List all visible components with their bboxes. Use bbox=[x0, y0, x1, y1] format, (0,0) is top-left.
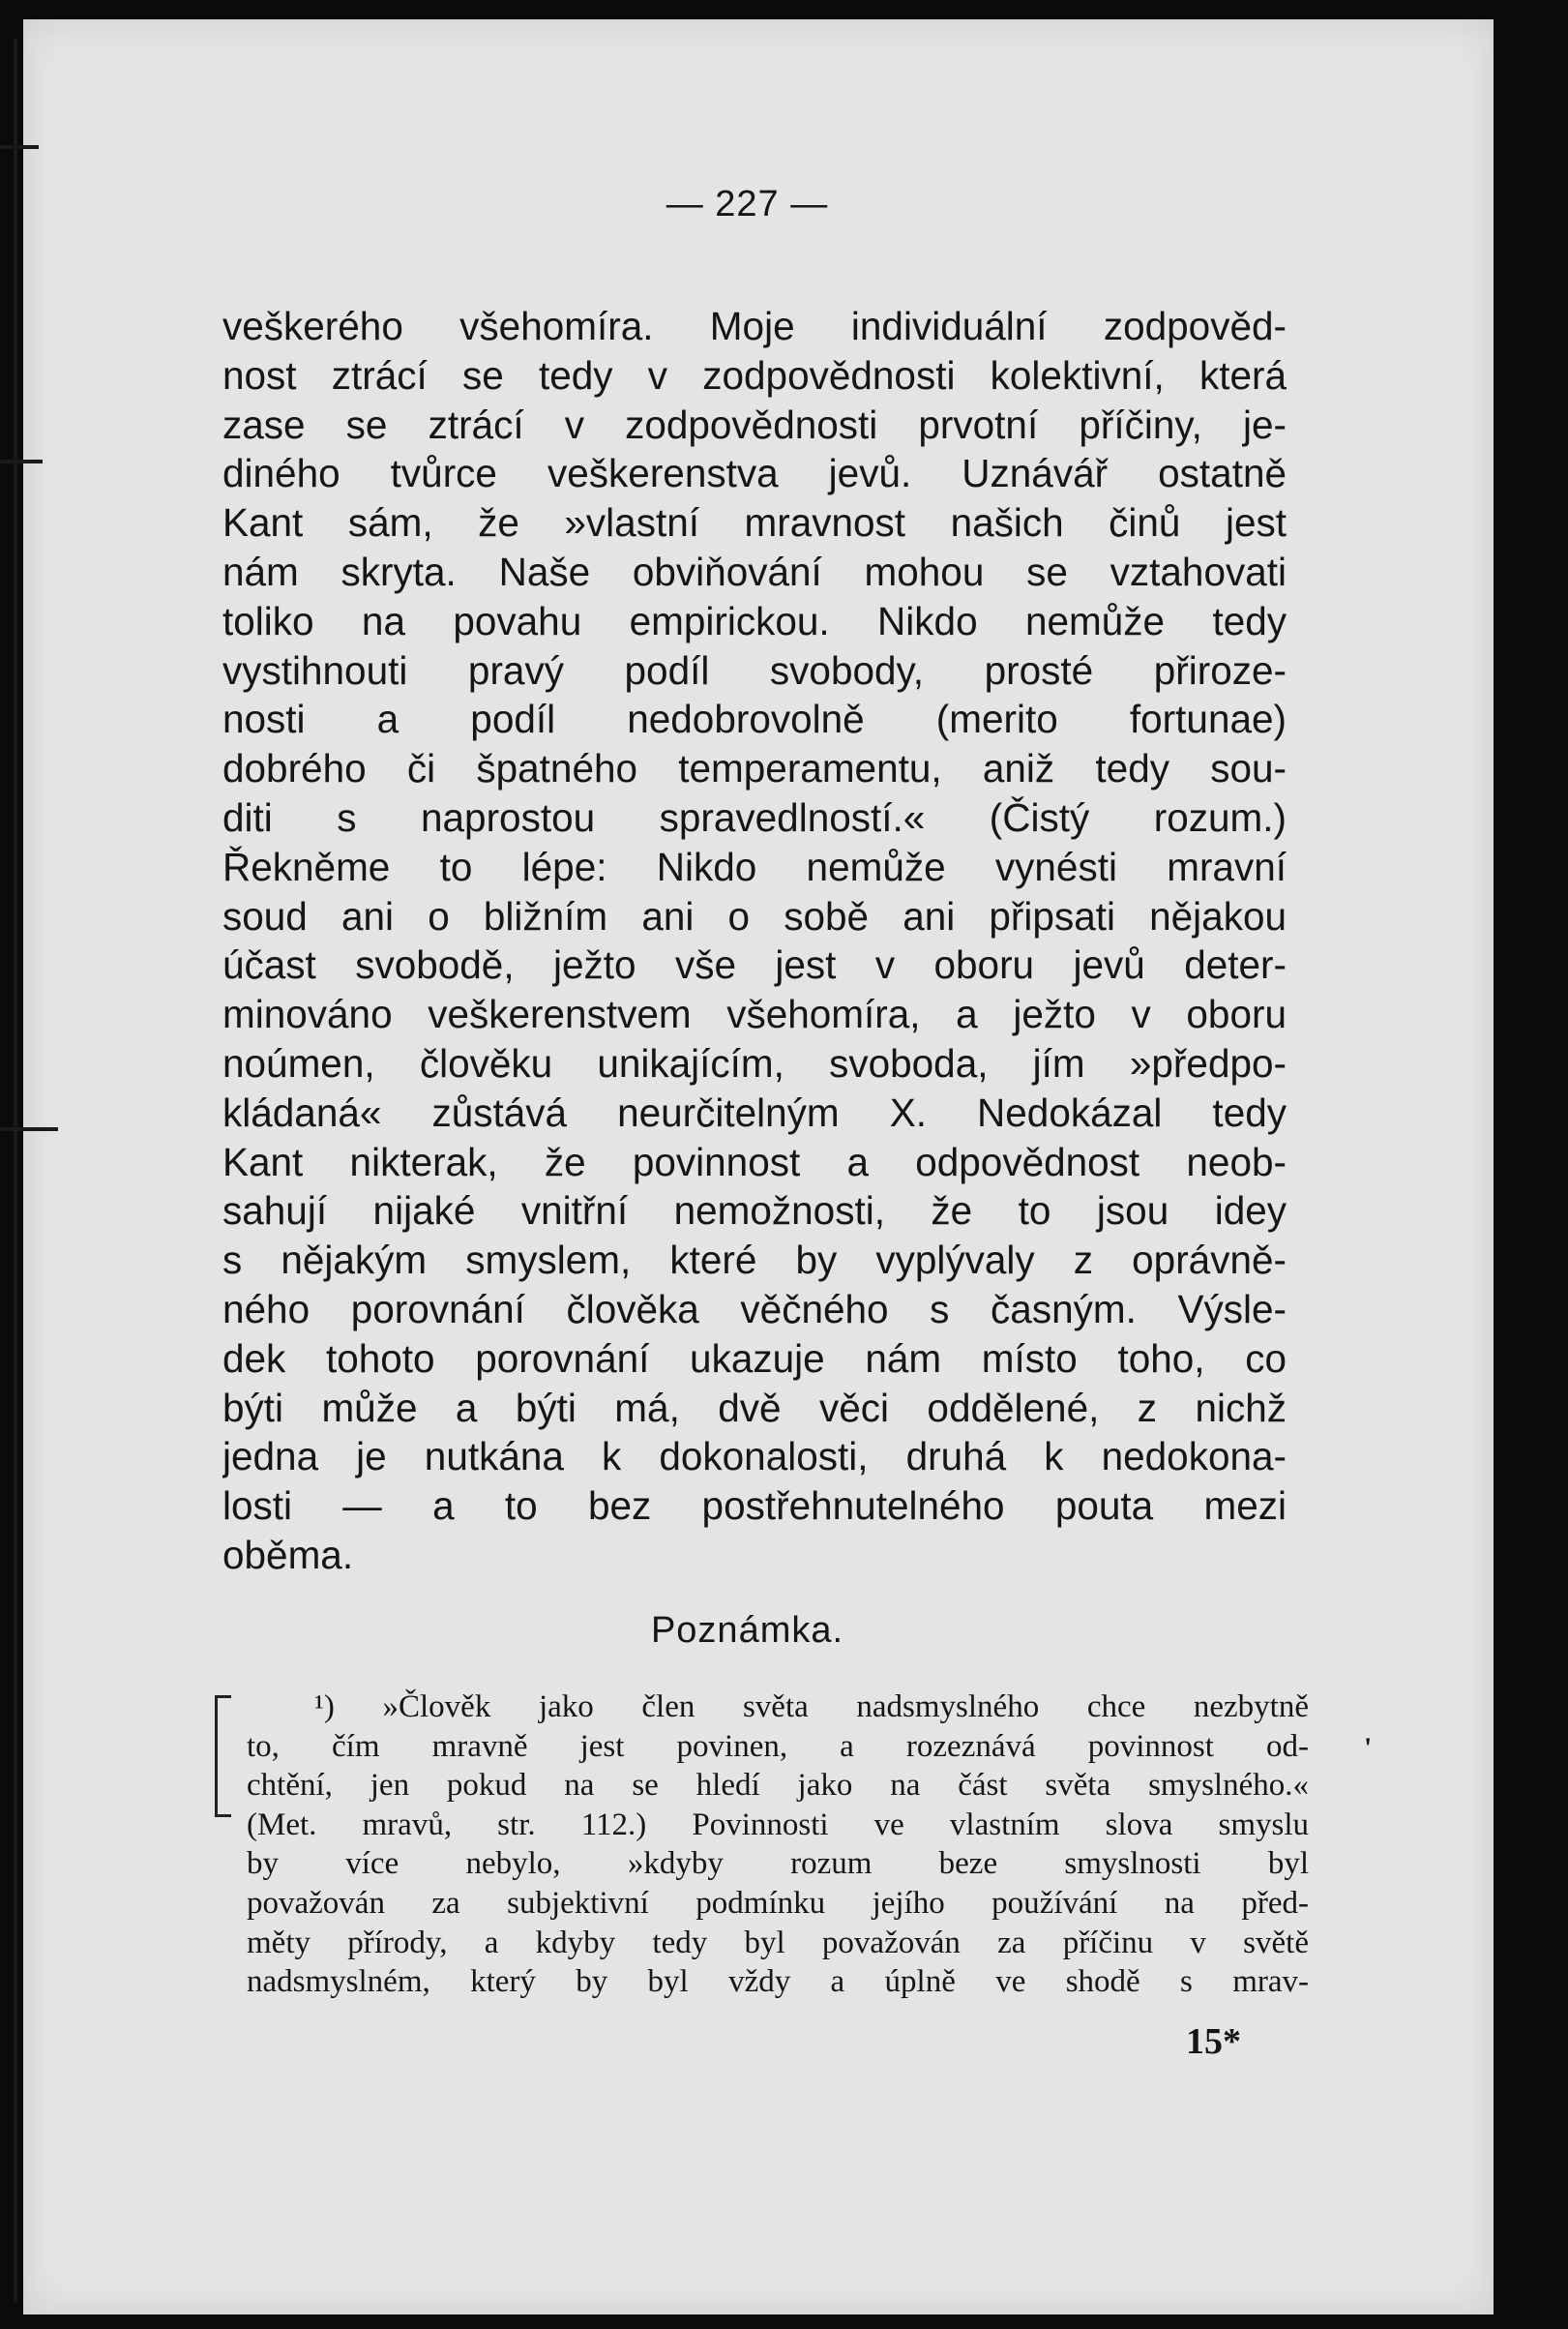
text-line: soud ani o bližním ani o sobě ani připsati nějakou bbox=[222, 893, 1287, 939]
text-line: jedna je nutkána k dokonalosti, druhá k nedokona- bbox=[222, 1434, 1287, 1479]
text-line: dobrého či špatného temperamentu, aniž tedy sou- bbox=[222, 746, 1287, 791]
footnote-line: považován za subjektivní podmínku jejího používání na před- bbox=[247, 1885, 1309, 1921]
text-line: sahují nijaké vnitřní nemožnosti, že to jsou idey bbox=[222, 1188, 1287, 1234]
footnote-line: by více nebylo, »kdyby rozum beze smyslnosti byl bbox=[247, 1846, 1309, 1882]
text-line: vystihnouti pravý podíl svobody, prosté přiroze- bbox=[222, 647, 1287, 693]
footnote-line: chtění, jen pokud na se hledí jako na část světa smyslného.« bbox=[247, 1768, 1309, 1804]
text-line: diti s naprostou spravedlností.« (Čistý rozum.) bbox=[222, 794, 1287, 840]
text-line: toliko na povahu empirickou. Nikdo nemůže tedy bbox=[222, 598, 1287, 643]
main-text bbox=[222, 302, 1287, 1580]
footnote bbox=[247, 1687, 1309, 2002]
signature-mark: 15* bbox=[1186, 2021, 1241, 2062]
text-line: Kant nikterak, že povinnost a odpovědnost neob- bbox=[222, 1139, 1287, 1184]
text-line: noúmen, člověku unikajícím, svoboda, jím »předpo- bbox=[222, 1040, 1287, 1086]
footnote-line: to, čím mravně jest povinen, a rozeznává povinnost od- bbox=[247, 1728, 1309, 1764]
footnote-line: nadsmyslném, který by byl vždy a úplně ve shodě s mrav- bbox=[247, 1964, 1309, 2000]
text-line: účast svobodě, ježto vše jest v oboru jevů deter- bbox=[222, 942, 1287, 988]
note-heading: Poznámka. bbox=[650, 1610, 844, 1651]
text-line: veškerého všehomíra. Moje individuální zodpověd- bbox=[222, 304, 1287, 348]
footnote-line: (Met. mravů, str. 112.) Povinnosti ve vlastním slova smyslu bbox=[247, 1806, 1309, 1842]
binding-mark bbox=[0, 460, 43, 463]
text-line: dek tohoto porovnání ukazuje nám místo toho, co bbox=[222, 1335, 1287, 1381]
text-line: Řekněme to lépe: Nikdo nemůže vynésti mravní bbox=[222, 844, 1287, 889]
text-line: kládaná« zůstává neurčitelným X. Nedokázal tedy bbox=[222, 1090, 1287, 1135]
margin-mark: ' bbox=[1364, 1732, 1373, 1764]
binding-mark bbox=[0, 145, 39, 149]
text-line: diného tvůrce veškerenstva jevů. Uznávář ostatně bbox=[222, 451, 1287, 496]
page-number: — 227 — bbox=[666, 184, 829, 224]
text-line: losti — a to bez postřehnutelného pouta mezi bbox=[222, 1483, 1287, 1529]
text-line: zase se ztrácí v zodpovědnosti prvotní příčiny, je- bbox=[222, 402, 1287, 447]
text-line: nám skryta. Naše obviňování mohou se vztahovati bbox=[222, 549, 1287, 594]
text-line: oběma. bbox=[222, 1532, 354, 1577]
footnote-line: měty přírody, a kdyby tedy byl považován za příčinu v světě bbox=[247, 1925, 1309, 1960]
text-line: ného porovnání člověka věčného s časným. Výsle- bbox=[222, 1286, 1287, 1331]
binding-edge bbox=[14, 39, 17, 2303]
text-line: býti může a býti má, dvě věci oddělené, z nichž bbox=[222, 1385, 1287, 1430]
footnote-line: ¹) »Člověk jako člen světa nadsmyslného chce nezbytně bbox=[314, 1689, 1309, 1724]
text-line: nosti a podíl nedobrovolně (merito fortunae) bbox=[222, 697, 1287, 742]
text-line: s nějakým smyslem, které by vyplývaly z oprávně- bbox=[222, 1238, 1287, 1283]
text-line: minováno veškerenstvem všehomíra, a ježto v oboru bbox=[222, 992, 1287, 1037]
text-line: nost ztrácí se tedy v zodpovědnosti kolektivní, která bbox=[222, 352, 1287, 398]
binding-mark bbox=[0, 1127, 58, 1131]
footnote-bracket bbox=[215, 1695, 231, 1817]
text-line: Kant sám, že »vlastní mravnost našich činů jest bbox=[222, 500, 1287, 546]
